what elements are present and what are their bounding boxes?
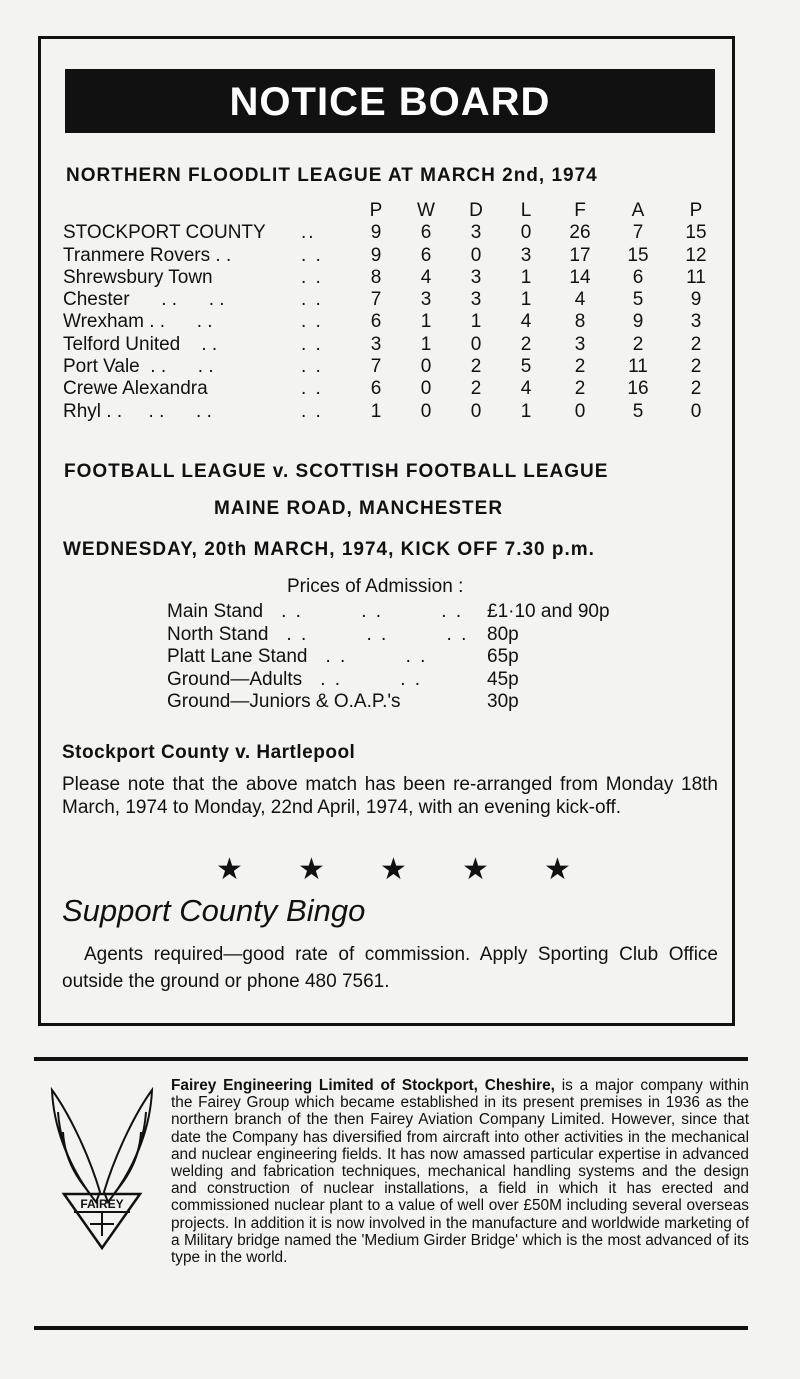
team-name: Port Vale . . . .	[63, 356, 214, 378]
goals-for-value: 8	[574, 311, 586, 333]
leader-dots: . .	[301, 311, 323, 333]
leader-dots: . . . . . .	[281, 601, 464, 622]
table-row	[63, 378, 725, 400]
points-value: 2	[690, 356, 702, 378]
team-name: Tranmere Rovers . .	[63, 244, 232, 266]
fairey-company-name: Fairey Engineering Limited of Stockport, Cheshire,	[171, 1077, 555, 1094]
table-row	[63, 356, 725, 378]
star-icon: ★	[298, 853, 325, 886]
lost-value: 1	[520, 266, 532, 288]
hartlepool-notice: Please note that the above match has been re-arranged from Monday 18th March, 1974 to Monday, 22nd April, 1974, with an evening kick-off.	[62, 774, 718, 818]
played-value: 7	[370, 289, 382, 311]
lost-value: 1	[520, 289, 532, 311]
points-value: 3	[690, 311, 702, 333]
team-name: Telford United . .	[63, 333, 218, 355]
points-value: 15	[685, 222, 707, 244]
price-value: 65p	[487, 646, 519, 668]
leader-dots: ..	[301, 222, 316, 244]
col-header-against: A	[631, 200, 645, 221]
fairey-body: is a major company within the Fairey Group which became established in its present premises in 1936 as the northern branch of the then Fairey Aviation Company Limited. However, since that date the Company has diversified from aircraft into other activities in the mechanical and nuclear engineering fields. It has now amassed particular expertise in advanced welding and fabrication techniques, mechanical handling systems and the design and construction of nuclear installations, a field in which it has erected and commissioned nuclear plant to a value of well over £50M including several overseas projects. In addition it is now involved in the manufacture and worldwide marketing of a Military bridge named the 'Medium Girder Bridge' which is the most advanced of its type in the world.	[171, 1077, 749, 1267]
played-value: 9	[370, 244, 382, 266]
leader-dots: . .	[301, 378, 323, 400]
hartlepool-heading: Stockport County v. Hartlepool	[62, 742, 356, 763]
won-value: 4	[420, 266, 432, 288]
leader-dots: . .	[301, 356, 323, 378]
bingo-heading: Support County Bingo	[62, 893, 366, 928]
won-value: 6	[420, 222, 432, 244]
lost-value: 2	[520, 333, 532, 355]
goals-for-value: 2	[574, 378, 586, 400]
divider-top	[34, 1057, 748, 1061]
won-value: 0	[420, 400, 432, 422]
lost-value: 0	[520, 222, 532, 244]
price-label	[167, 669, 487, 692]
table-row	[63, 222, 725, 244]
table-row	[63, 311, 725, 333]
played-value: 6	[370, 311, 382, 333]
leader-dots: . . . . . .	[286, 623, 469, 645]
leader-dots: . .	[301, 289, 323, 311]
goals-for-value: 26	[569, 222, 591, 244]
played-value: 9	[370, 222, 382, 244]
price-value: £1·10 and 90p	[487, 601, 610, 622]
goals-against-value: 9	[632, 311, 644, 333]
col-header-for: F	[574, 200, 586, 221]
team-name: Crewe Alexandra	[63, 378, 208, 400]
drawn-value: 3	[470, 222, 482, 244]
played-value: 8	[370, 266, 382, 288]
leader-dots: . . . .	[320, 668, 423, 690]
won-value: 0	[420, 378, 432, 400]
leader-dots: . .	[301, 244, 323, 266]
prices-heading: Prices of Admission :	[287, 576, 464, 597]
league-table	[63, 200, 725, 423]
played-value: 6	[370, 378, 382, 400]
won-value: 3	[420, 289, 432, 311]
price-row	[167, 624, 610, 647]
goals-against-value: 5	[632, 289, 644, 311]
price-row	[167, 646, 610, 669]
price-name: Platt Lane Stand	[167, 646, 308, 668]
table-row	[63, 289, 725, 311]
won-value: 1	[420, 311, 432, 333]
leader-dots: . .	[301, 266, 323, 288]
price-label	[167, 691, 487, 714]
fairey-description	[171, 1077, 749, 1266]
won-value: 6	[420, 244, 432, 266]
league-header-row	[63, 200, 725, 222]
goals-against-value: 15	[627, 244, 649, 266]
star-icon: ★	[462, 853, 489, 886]
team-name: Chester . . . .	[63, 289, 225, 311]
drawn-value: 1	[470, 311, 482, 333]
table-row	[63, 267, 725, 289]
prices-table	[167, 601, 610, 714]
price-name: North Stand	[167, 623, 269, 645]
match-heading: FOOTBALL LEAGUE v. SCOTTISH FOOTBALL LEAGUE	[64, 461, 609, 482]
goals-for-value: 2	[574, 356, 586, 378]
table-row	[63, 401, 725, 423]
drawn-value: 3	[470, 289, 482, 311]
price-row	[167, 691, 610, 714]
price-name: Ground—Juniors & O.A.P.'s	[167, 691, 401, 713]
league-heading: NORTHERN FLOODLIT LEAGUE AT MARCH 2nd, 1974	[66, 165, 598, 186]
lost-value: 5	[520, 356, 532, 378]
played-value: 1	[370, 400, 382, 422]
drawn-value: 3	[470, 266, 482, 288]
goals-for-value: 0	[574, 400, 586, 422]
team-name: Rhyl . . . . . .	[63, 400, 212, 422]
price-row	[167, 601, 610, 624]
drawn-value: 0	[470, 244, 482, 266]
goals-for-value: 3	[574, 333, 586, 355]
page-title: NOTICE BOARD	[65, 69, 715, 133]
lost-value: 4	[520, 311, 532, 333]
col-header-drawn: D	[469, 200, 483, 221]
goals-for-value: 4	[574, 289, 586, 311]
star-icon: ★	[380, 853, 407, 886]
fairey-logo-text: FAIREY	[80, 1197, 124, 1211]
price-name: Main Stand	[167, 601, 264, 622]
star-icon: ★	[544, 853, 571, 886]
points-value: 11	[686, 266, 706, 288]
drawn-value: 2	[470, 378, 482, 400]
col-header-played: P	[369, 200, 383, 221]
price-row	[167, 669, 610, 692]
table-row	[63, 245, 725, 267]
goals-against-value: 7	[632, 222, 644, 244]
team-name: Shrewsbury Town	[63, 266, 213, 288]
goals-against-value: 11	[628, 356, 648, 378]
drawn-value: 0	[470, 400, 482, 422]
price-value: 30p	[487, 691, 519, 713]
col-header-points: P	[689, 200, 703, 221]
table-row	[63, 334, 725, 356]
leader-dots: . .	[301, 400, 323, 422]
goals-against-value: 16	[627, 378, 649, 400]
leader-dots: . .	[301, 333, 323, 355]
lost-value: 4	[520, 378, 532, 400]
team-name: STOCKPORT COUNTY	[63, 222, 266, 244]
team-name: Wrexham . . . .	[63, 311, 213, 333]
leader-dots: . . . .	[325, 646, 428, 668]
fairey-wings-logo	[46, 1082, 158, 1250]
played-value: 3	[370, 333, 382, 355]
match-venue: MAINE ROAD, MANCHESTER	[214, 498, 504, 519]
price-label	[167, 601, 487, 624]
played-value: 7	[370, 356, 382, 378]
goals-for-value: 14	[569, 266, 591, 288]
col-header-lost: L	[520, 200, 532, 221]
divider-bottom	[34, 1326, 748, 1330]
price-value: 45p	[487, 668, 519, 690]
price-value: 80p	[487, 623, 519, 645]
won-value: 0	[420, 356, 432, 378]
bingo-text: Agents required—good rate of commission. Apply Sporting Club Office outside the ground or phone 480 7561.	[62, 944, 718, 992]
star-divider	[216, 852, 626, 887]
drawn-value: 2	[470, 356, 482, 378]
goals-against-value: 6	[632, 266, 644, 288]
lost-value: 1	[520, 400, 532, 422]
points-value: 12	[685, 244, 707, 266]
price-name: Ground—Adults	[167, 668, 303, 690]
price-label	[167, 646, 487, 669]
match-date: WEDNESDAY, 20th MARCH, 1974, KICK OFF 7.30 p.m.	[63, 539, 595, 560]
points-value: 2	[690, 333, 702, 355]
goals-against-value: 5	[632, 400, 644, 422]
points-value: 0	[690, 400, 702, 422]
lost-value: 3	[520, 244, 532, 266]
col-header-won: W	[417, 200, 435, 221]
goals-for-value: 17	[569, 244, 591, 266]
drawn-value: 0	[470, 333, 482, 355]
won-value: 1	[420, 333, 432, 355]
goals-against-value: 2	[632, 333, 644, 355]
points-value: 2	[690, 378, 702, 400]
star-icon: ★	[216, 853, 243, 886]
price-label	[167, 624, 487, 647]
points-value: 9	[690, 289, 702, 311]
